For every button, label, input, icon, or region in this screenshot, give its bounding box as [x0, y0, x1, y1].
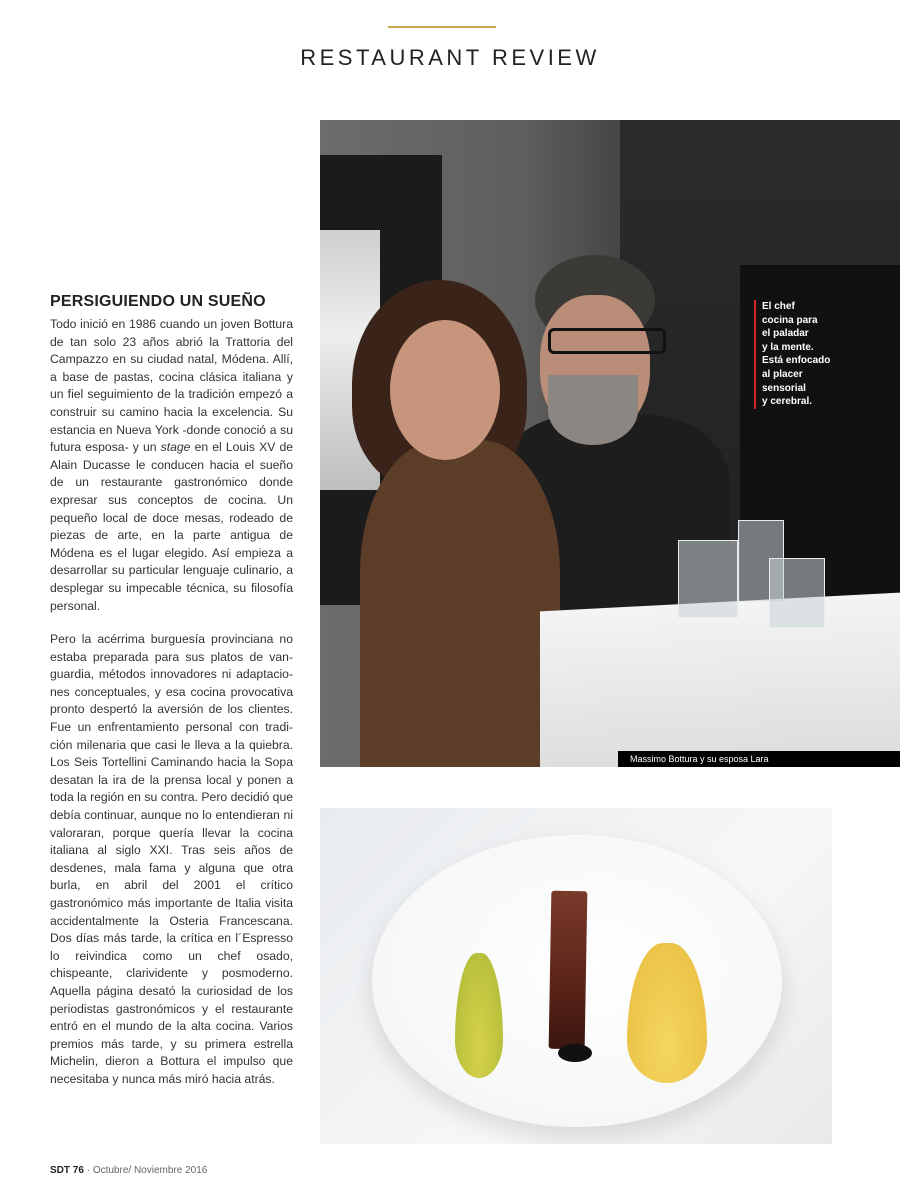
woman-figure [360, 440, 560, 767]
paragraph-1-italic: stage [160, 440, 191, 455]
article-heading: PERSIGUIENDO UN SUEÑO [50, 293, 266, 310]
pull-quote-line: al placer [762, 368, 803, 380]
water-glass [769, 558, 825, 628]
white-pedestal [540, 593, 900, 767]
chef-portrait-photo [320, 120, 900, 767]
article-paragraph-1 [50, 316, 293, 615]
man-glasses [548, 328, 666, 354]
footer-separator: · [86, 1165, 91, 1176]
pull-quote-line: el paladar [762, 328, 809, 340]
woman-face [390, 320, 500, 460]
main-dish-bar [549, 891, 588, 1050]
paragraph-1-part-b: en el Louis XV de Alain Ducasse le conducen hacia el sueño de un restaurante gastronómico donde expresar sus conceptos de cocina. Un pequeño local de doce mesas, rodeado de piezas de arte, en la parte antigua de Módena es el lugar elegido. Así empieza a desarrollar su particular lenguaje culinario, a desplegar su impecable técnica, su filosofía personal. [50, 440, 293, 613]
paragraph-1-part-a: Todo inició en 1986 cuando un joven Bottura de tan solo 23 años abrió la Trattoria del Campazzo en su ciudad natal, Módena. Allí, a base de pastas, cocina clásica italiana y un fiel seguimiento de la tradición empezó a construir su camino hacia la excelencia. Su estancia en Nueva York -donde conoció a su futura esposa- y un [50, 317, 293, 455]
black-crumble [558, 1044, 592, 1062]
water-glass [678, 540, 738, 618]
footer-brand: SDT [50, 1165, 70, 1176]
pull-quote [754, 300, 872, 409]
pull-quote-line: y la mente. [762, 341, 814, 353]
article-paragraph-2: Pero la acérrima burguesía provinciana no estaba preparada para sus platos de vanguardia, métodos innovadores ni adaptaciones conceptuales, y esa cocina provocativa pronto despertó la aversión de los clientes. Fue un enfrentamiento personal con tradición milenaria que casi le lleva a la quiebra. Los Seis Tortellini Caminando hacia la Sopa desatan la ira de la prensa local y ponen a toda la región en su contra. Pero decidió que debía continuar, aunque no lo entendieran ni valoraran, porque quería llevar la cocina italiana al siglo XXI. Tras seis años de desdenes, mala fama y alguna que otra burla, en abril del 2001 el crítico gastronómico más importante de Italia visita accidentalmente la Osteria Francescana. Dos días más tarde, la crítica en l´Espresso lo reivindica como un chef osado, chispeante, clarividente y posmoderno. Aquella página desató la curiosidad de los periodistas gastronómicos y el restaurante entró en el mundo de la alta cocina. Varios premios más tarde, y su primera estrella Michelin, dieron a Bottura el impulso que necesitaba y nunca más miró hacia atrás. [50, 632, 293, 1086]
pull-quote-line: El chef [762, 301, 795, 312]
dish-photo [320, 808, 832, 1144]
header-rule [388, 26, 496, 28]
pull-quote-line: cocina para [762, 314, 818, 326]
article-column [50, 293, 293, 1089]
pull-quote-line: sensorial [762, 382, 806, 394]
page-section-title: RESTAURANT REVIEW [300, 44, 600, 70]
pull-quote-line: Está enfocado [762, 355, 831, 367]
pull-quote-line: y cerebral. [762, 396, 813, 408]
issue-date: Octubre/ Noviembre 2016 [92, 1165, 208, 1176]
man-beard [548, 375, 638, 445]
page-number: 76 [72, 1165, 84, 1176]
page-footer [50, 1165, 207, 1176]
photo-caption: Massimo Bottura y su esposa Lara [618, 751, 900, 767]
